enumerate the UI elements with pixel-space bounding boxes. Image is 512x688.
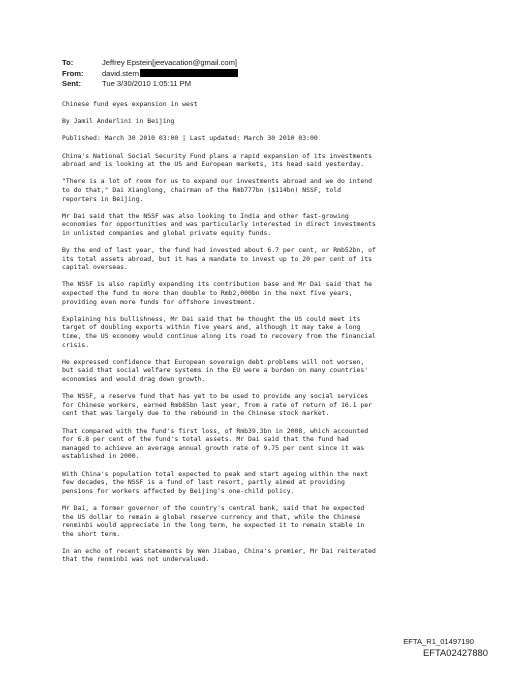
email-body bbox=[62, 100, 462, 573]
article-paragraph: That compared with the fund's first loss, of Rmb39.3bn in 2008, which accounted for 6.8 per cent of the fund's total assets. Mr Dai said that the fund had managed to achieve an average annual growth rate of 9.75 per cent since it was established in 2000. bbox=[62, 426, 369, 461]
to-value: Jeffrey Epstein[jeevacation@gmail.com] bbox=[102, 58, 238, 67]
article-paragraph: Explaining his bullishness, Mr Dai said that he thought the US could meet its target of doubling exports within five years and, although it may take a long time, the US economy would continue along its road to recovery from the financial crisis. bbox=[62, 314, 376, 349]
sent-value: Tue 3/30/2010 1:05:11 PM bbox=[102, 79, 192, 89]
article-paragraph: China's National Social Security Fund plans a rapid expansion of its investments abroad and is looking at the US and European markets, its head said yesterday. bbox=[62, 151, 373, 169]
article-paragraph: In an echo of recent statements by Wen Jiabao, China's premier, Mr Dai reiterated that the renminbi was not undervalued. bbox=[62, 546, 376, 564]
article-paragraph: The NSSF, a reserve fund that has yet to be used to provide any social services for Chinese workers, earned Rmb85bn last year, from a rate of return of 16.1 per cent that was largely due to the rebound in the Chinese stock market. bbox=[62, 392, 373, 418]
article-byline: By Jamil Anderlini in Beijing bbox=[62, 117, 175, 126]
email-header bbox=[62, 58, 238, 90]
article-paragraph: He expressed confidence that European sovereign debt problems will not worsen, but said that social welfare systems in the EU were a burden on many countries' economies and would drag down growth. bbox=[62, 357, 369, 383]
from-label: From: bbox=[62, 68, 84, 78]
article-paragraph: The NSSF is also rapidly expanding its contribution base and Mr Dai said that he expected the fund to more than double to Rmb2,000bn in the next five years, providing even more funds for offshore investment. bbox=[62, 280, 373, 306]
from-value: david.stern bbox=[102, 68, 140, 78]
article-paragraph: By the end of last year, the fund had invested about 6.7 per cent, or Rmb52bn, of its total assets abroad, but it has a mandate to invest up to 20 per cent of its capital overseas. bbox=[62, 246, 376, 272]
sent-row bbox=[62, 79, 238, 90]
document-footer bbox=[403, 637, 488, 659]
article-headline: Chinese fund eyes expansion in west bbox=[62, 100, 198, 108]
footer-id-primary: EFTA_R1_01497190 bbox=[403, 637, 474, 646]
article-paragraph: "There is a lot of room for us to expand our investments abroad and we do intend to do that," Dai Xianglong, chairman of the Rmb777bn ($114bn) NSSF, told reporters in Beijing. bbox=[62, 177, 373, 203]
footer-id-secondary: EFTA02427880 bbox=[423, 647, 488, 658]
article-paragraph: With China's population total expected to peak and start ageing within the next few decades, the NSSF is a fund of last resort, partly aimed at providing pensions for workers affected by Beijing's one-child policy. bbox=[62, 469, 369, 495]
to-row bbox=[62, 58, 238, 69]
article-paragraph: Mr Dai, a former governor of the country's central bank, said that he expected the US dollar to remain a global reserve currency and that, while the Chinese renminbi would appreciate in the long term, he expected it to remain stable in the short term. bbox=[62, 503, 365, 538]
from-row bbox=[62, 69, 238, 80]
to-label: To: bbox=[62, 58, 74, 67]
redaction-bar bbox=[140, 69, 238, 77]
article-published: Published: March 30 2010 03:00 | Last updated: March 30 2010 03:00 bbox=[62, 134, 318, 143]
sent-label: Sent: bbox=[62, 79, 81, 89]
article-paragraph: Mr Dai said that the NSSF was also looking to India and other fast-growing economies for opportunities and was particularly interested in direct investments in unlisted companies and global private equity funds. bbox=[62, 211, 376, 237]
